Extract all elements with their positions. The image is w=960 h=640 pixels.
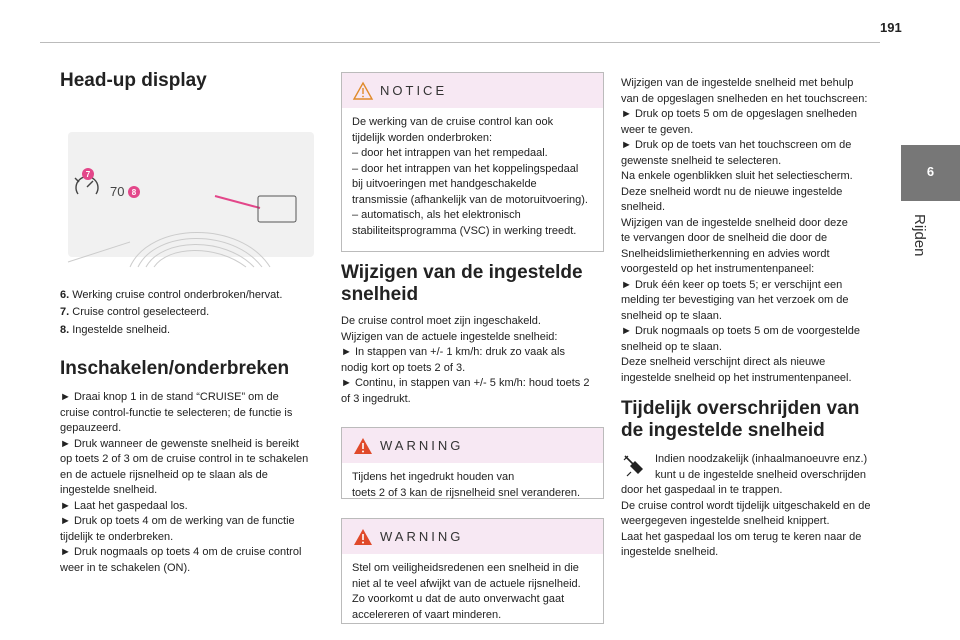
heading-wijzigen: Wijzigen van de ingestelde snelheid (341, 262, 583, 305)
column-middle (341, 72, 604, 624)
warning-body-1: Tijdens het ingedrukt houden van toets 2 of 3 kan de rijsnelheid snel veranderen. (352, 471, 581, 499)
hud-badge-7: 7 (85, 170, 91, 179)
warning-header-2 (342, 519, 603, 554)
notice-box (341, 72, 604, 252)
warning-box-2 (341, 518, 604, 624)
accelerator-pedal-icon (621, 452, 647, 478)
heading-inschakelen: Inschakelen/onderbreken (60, 358, 290, 379)
legend-item: 7. Cruise control geselecteerd. (60, 306, 210, 318)
heading-tijdelijk: Tijdelijk overschrijden van de ingestelde snelheid (621, 398, 860, 441)
warning-label-1: WARNING (380, 438, 464, 453)
warning-label-2: WARNING (380, 529, 464, 544)
legend-item: 8. Ingestelde snelheid. (60, 323, 171, 336)
hud-set-speed: 70 (110, 184, 125, 199)
chapter-number: 6 (926, 164, 935, 179)
column-left (60, 70, 322, 576)
warning-body-2: Stel om veiligheidsredenen een snelheid in die niet al te veel afwijkt van de actuele rijsnelheid. Zo voorkomt u dat de auto onverwacht gaat accelereren of vaart minderen. (352, 562, 581, 621)
notice-header (342, 73, 603, 108)
warning-header-1 (342, 428, 603, 463)
column-right (621, 76, 883, 561)
hud-badge-8: 8 (131, 188, 137, 197)
chapter-title: Rijden (911, 214, 928, 257)
overschrijden-text: Indien noodzakelijk (inhaalmanoeuvre enz.) kunt u de ingestelde snelheid overschrijden door het gaspedaal in te trappen. De cruise control wordt tijdelijk uitgeschakeld en de weergegeven ingestelde snelheid knippert. Laat het gaspedaal los om terug te keren naar de ingestelde snelheid. (621, 453, 871, 558)
page-number: 191 (880, 20, 902, 35)
hud-legend (60, 288, 322, 339)
warning-triangle-icon (352, 436, 374, 456)
warning-box-1 (341, 427, 604, 499)
notice-body: De werking van de cruise control kan ook tijdelijk worden onderbroken: – door het intrappen van het rempedaal. – door het intrappen van het koppelingspedaal bij uitvoeringen met handgeschakelde transmissie (afhankelijk van de motoruitvoering). – automatisch, als het elektronisch stabiliteitsprogramma (VSC) in werking treedt. (352, 116, 588, 237)
legend-item: 6. Werking cruise control onderbroken/hervat. (60, 288, 283, 301)
top-rule (40, 42, 880, 43)
notice-label: NOTICE (380, 83, 448, 98)
wijzigen-text: De cruise control moet zijn ingeschakeld. Wijzigen van de actuele ingestelde snelheid: ► In stappen van +/- 1 km/h: druk zo vaak als nodig kort op toets 2 of 3. ► Continu, in stappen van +/- 5 km/h: houd toets 2 of 3 ingedrukt. (341, 315, 590, 405)
touchscreen-text: Wijzigen van de ingestelde snelheid met behulp van de opgeslagen snelheden en het touchscreen: ► Druk op toets 5 om de opgeslagen snelheden weer te geven. ► Druk op de toets van het touchscreen om de gewenste snelheid te selecteren. Na enkele ogenblikken sluit het selectiescherm. Deze snelheid wordt nu de nieuwe ingestelde snelheid. Wijzigen van de ingestelde snelheid door deze te vervangen door de snelheid die door de Snelheidslimietherkenning en advies wordt voorgesteld op het instrumentenpaneel: ► Druk één keer op toets 5; er verschijnt een melding ter bevestiging van het verzoek om de snelheid op te slaan. ► Druk nogmaals op toets 5 om de voorgestelde snelheid op te slaan. Deze snelheid verschijnt direct als nieuwe ingestelde snelheid op het instrumentenpaneel. (621, 77, 868, 384)
heading-head-up-display: Head-up display (60, 70, 207, 91)
warning-triangle-icon (352, 527, 374, 547)
hud-illustration (60, 112, 322, 272)
inschakelen-text: ► Draai knop 1 in de stand “CRUISE” om de cruise control-functie te selecteren; de functie is gepauzeerd. ► Druk wanneer de gewenste snelheid is bereikt op toets 2 of 3 om de cruise control in te schakelen en de actuele rijsnelheid op te slaan als de ingestelde snelheid. ► Laat het gaspedaal los. ► Druk op toets 4 om de werking van de functie tijdelijk te onderbreken. ► Druk nogmaals op toets 4 om de cruise control weer in te schakelen (ON). (60, 391, 309, 574)
notice-triangle-icon (352, 81, 374, 101)
